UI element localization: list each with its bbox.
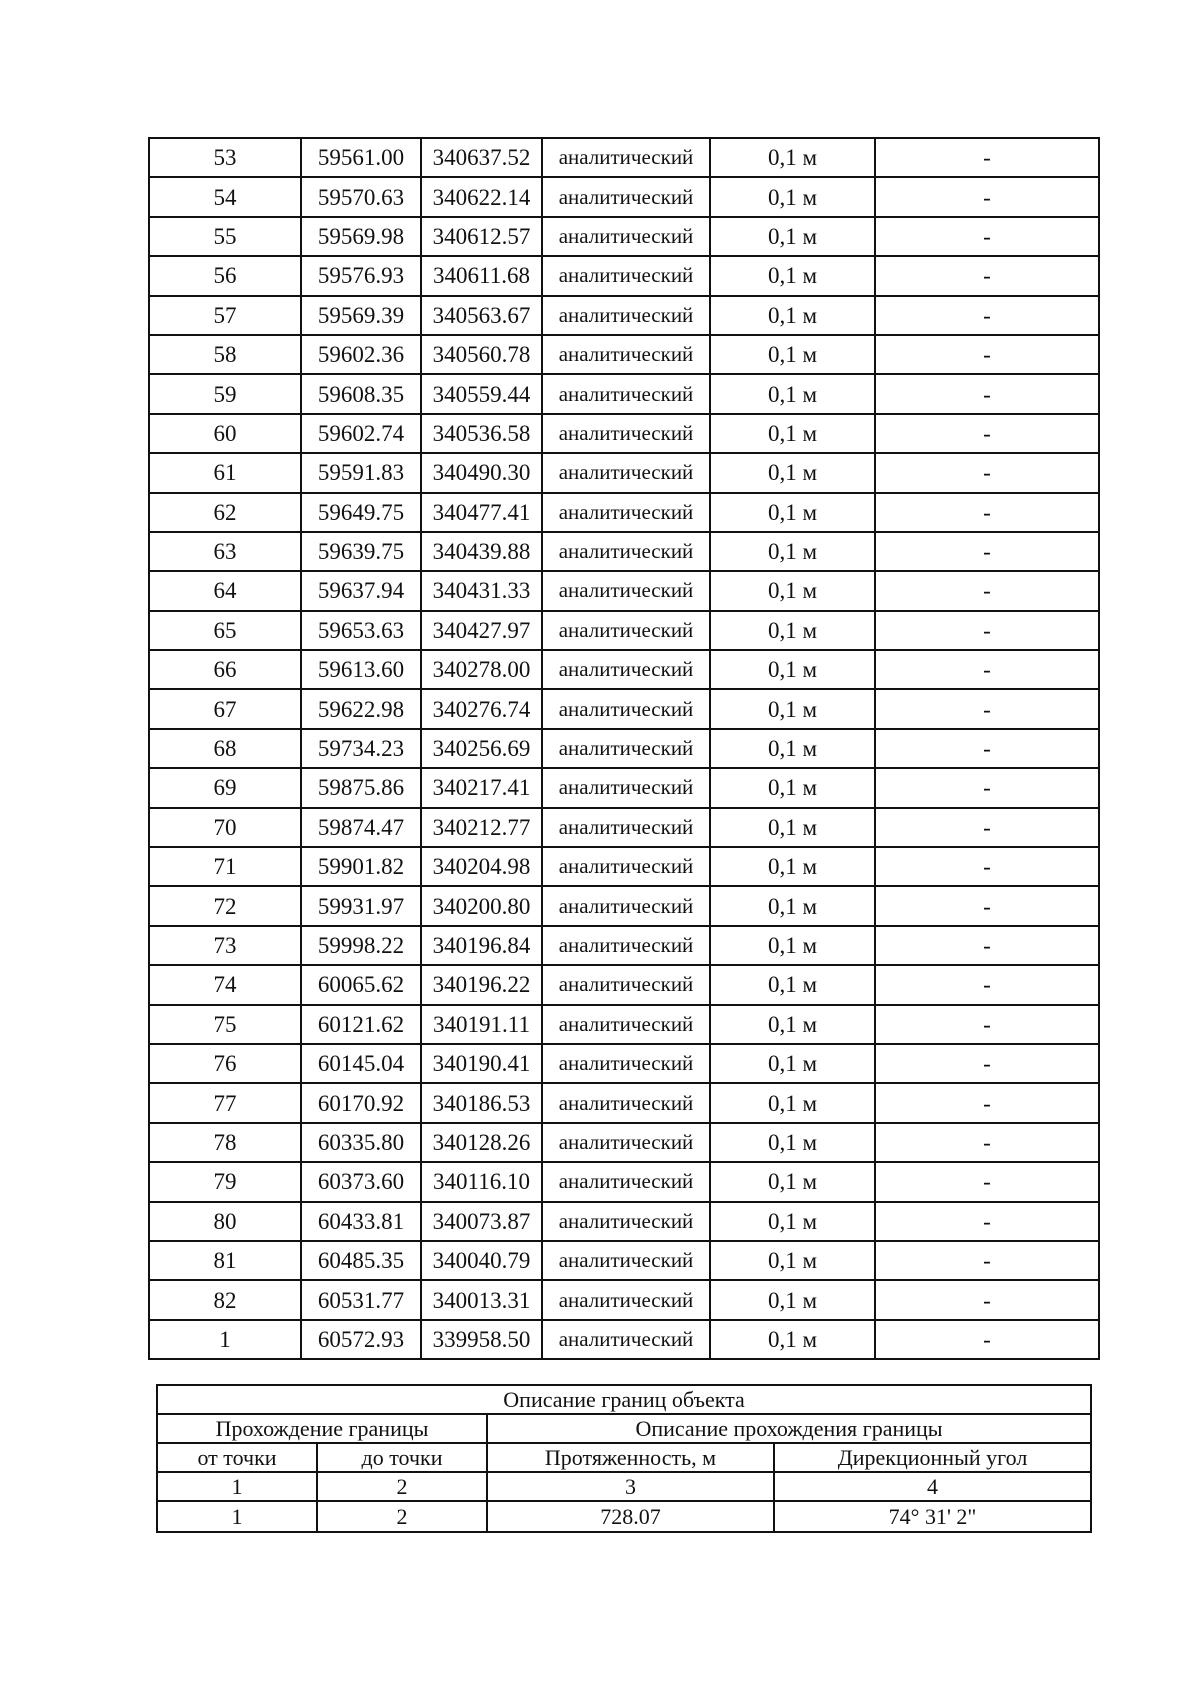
table-row <box>149 256 1099 295</box>
point-number: 81 <box>149 1241 301 1280</box>
point-number: 74 <box>149 965 301 1004</box>
x-coordinate: 59608.35 <box>301 374 421 413</box>
description-value: - <box>875 571 1099 610</box>
method-value: аналитический <box>542 453 710 492</box>
description-value: - <box>875 256 1099 295</box>
description-value: - <box>875 847 1099 886</box>
description-value: - <box>875 1044 1099 1083</box>
x-coordinate: 59874.47 <box>301 808 421 847</box>
method-value: аналитический <box>542 217 710 256</box>
table-row <box>149 886 1099 925</box>
x-coordinate: 59569.39 <box>301 296 421 335</box>
boundary-description-table <box>156 1384 1092 1533</box>
point-number: 63 <box>149 532 301 571</box>
point-number: 59 <box>149 374 301 413</box>
method-value: аналитический <box>542 886 710 925</box>
x-coordinate: 59561.00 <box>301 138 421 177</box>
accuracy-value: 0,1 м <box>710 296 875 335</box>
x-coordinate: 60373.60 <box>301 1162 421 1201</box>
accuracy-value: 0,1 м <box>710 729 875 768</box>
accuracy-value: 0,1 м <box>710 1123 875 1162</box>
method-value: аналитический <box>542 847 710 886</box>
x-coordinate: 59576.93 <box>301 256 421 295</box>
y-coordinate: 340560.78 <box>421 335 542 374</box>
description-value: - <box>875 689 1099 728</box>
accuracy-value: 0,1 м <box>710 611 875 650</box>
table-row <box>149 1083 1099 1122</box>
description-value: - <box>875 808 1099 847</box>
description-title: Описание границ объекта <box>157 1385 1091 1414</box>
y-coordinate: 340278.00 <box>421 650 542 689</box>
method-value: аналитический <box>542 335 710 374</box>
y-coordinate: 340013.31 <box>421 1280 542 1319</box>
description-value: - <box>875 1202 1099 1241</box>
column-number: 1 <box>157 1472 317 1501</box>
table-row <box>149 1123 1099 1162</box>
x-coordinate: 59998.22 <box>301 926 421 965</box>
x-coordinate: 59602.74 <box>301 414 421 453</box>
y-coordinate: 340256.69 <box>421 729 542 768</box>
description-value: - <box>875 886 1099 925</box>
accuracy-value: 0,1 м <box>710 689 875 728</box>
to-point-value: 2 <box>317 1501 487 1532</box>
x-coordinate: 60121.62 <box>301 1005 421 1044</box>
description-numbering-row <box>157 1472 1091 1501</box>
table-row <box>149 1202 1099 1241</box>
accuracy-value: 0,1 м <box>710 453 875 492</box>
x-coordinate: 59602.36 <box>301 335 421 374</box>
method-value: аналитический <box>542 1123 710 1162</box>
column-number: 4 <box>774 1472 1091 1501</box>
point-number: 53 <box>149 138 301 177</box>
method-value: аналитический <box>542 571 710 610</box>
y-coordinate: 340427.97 <box>421 611 542 650</box>
y-coordinate: 340611.68 <box>421 256 542 295</box>
description-data-row <box>157 1501 1091 1532</box>
method-value: аналитический <box>542 1241 710 1280</box>
description-value: - <box>875 493 1099 532</box>
table-row <box>149 335 1099 374</box>
x-coordinate: 60531.77 <box>301 1280 421 1319</box>
point-number: 62 <box>149 493 301 532</box>
description-header-row <box>157 1443 1091 1472</box>
table-row <box>149 729 1099 768</box>
x-coordinate: 59649.75 <box>301 493 421 532</box>
point-number: 66 <box>149 650 301 689</box>
accuracy-value: 0,1 м <box>710 1320 875 1359</box>
table-row <box>149 808 1099 847</box>
table-row <box>149 650 1099 689</box>
method-value: аналитический <box>542 1202 710 1241</box>
accuracy-value: 0,1 м <box>710 650 875 689</box>
accuracy-value: 0,1 м <box>710 138 875 177</box>
point-number: 73 <box>149 926 301 965</box>
method-value: аналитический <box>542 138 710 177</box>
table-row <box>149 414 1099 453</box>
point-number: 82 <box>149 1280 301 1319</box>
accuracy-value: 0,1 м <box>710 768 875 807</box>
method-value: аналитический <box>542 493 710 532</box>
method-value: аналитический <box>542 926 710 965</box>
y-coordinate: 340563.67 <box>421 296 542 335</box>
point-number: 80 <box>149 1202 301 1241</box>
accuracy-value: 0,1 м <box>710 965 875 1004</box>
accuracy-value: 0,1 м <box>710 1162 875 1201</box>
method-value: аналитический <box>542 689 710 728</box>
method-value: аналитический <box>542 532 710 571</box>
point-number: 77 <box>149 1083 301 1122</box>
method-value: аналитический <box>542 1280 710 1319</box>
y-coordinate: 340073.87 <box>421 1202 542 1241</box>
description-value: - <box>875 1280 1099 1319</box>
accuracy-value: 0,1 м <box>710 808 875 847</box>
table-row <box>149 217 1099 256</box>
x-coordinate: 59653.63 <box>301 611 421 650</box>
x-coordinate: 59591.83 <box>301 453 421 492</box>
y-coordinate: 339958.50 <box>421 1320 542 1359</box>
accuracy-value: 0,1 м <box>710 1044 875 1083</box>
method-value: аналитический <box>542 729 710 768</box>
direction-angle-value: 74° 31' 2" <box>774 1501 1091 1532</box>
description-value: - <box>875 453 1099 492</box>
group-header-description: Описание прохождения границы <box>487 1414 1091 1443</box>
y-coordinate: 340196.84 <box>421 926 542 965</box>
description-value: - <box>875 296 1099 335</box>
x-coordinate: 59901.82 <box>301 847 421 886</box>
point-number: 68 <box>149 729 301 768</box>
from-point-value: 1 <box>157 1501 317 1532</box>
header-from-point: от точки <box>157 1443 317 1472</box>
y-coordinate: 340128.26 <box>421 1123 542 1162</box>
description-value: - <box>875 138 1099 177</box>
y-coordinate: 340477.41 <box>421 493 542 532</box>
x-coordinate: 60433.81 <box>301 1202 421 1241</box>
point-number: 72 <box>149 886 301 925</box>
x-coordinate: 59639.75 <box>301 532 421 571</box>
description-value: - <box>875 926 1099 965</box>
x-coordinate: 59622.98 <box>301 689 421 728</box>
y-coordinate: 340204.98 <box>421 847 542 886</box>
y-coordinate: 340612.57 <box>421 217 542 256</box>
point-number: 71 <box>149 847 301 886</box>
y-coordinate: 340040.79 <box>421 1241 542 1280</box>
table-row <box>149 611 1099 650</box>
y-coordinate: 340116.10 <box>421 1162 542 1201</box>
column-number: 2 <box>317 1472 487 1501</box>
y-coordinate: 340490.30 <box>421 453 542 492</box>
description-value: - <box>875 1123 1099 1162</box>
table-row <box>149 1162 1099 1201</box>
coordinates-table-body <box>149 138 1099 1359</box>
accuracy-value: 0,1 м <box>710 532 875 571</box>
header-length: Протяженность, м <box>487 1443 774 1472</box>
header-direction-angle: Дирекционный угол <box>774 1443 1091 1472</box>
point-number: 69 <box>149 768 301 807</box>
point-number: 76 <box>149 1044 301 1083</box>
description-group-row <box>157 1414 1091 1443</box>
method-value: аналитический <box>542 611 710 650</box>
header-to-point: до точки <box>317 1443 487 1472</box>
description-value: - <box>875 768 1099 807</box>
method-value: аналитический <box>542 650 710 689</box>
description-value: - <box>875 1162 1099 1201</box>
accuracy-value: 0,1 м <box>710 1083 875 1122</box>
description-value: - <box>875 1083 1099 1122</box>
description-value: - <box>875 1005 1099 1044</box>
point-number: 61 <box>149 453 301 492</box>
description-title-row <box>157 1385 1091 1414</box>
method-value: аналитический <box>542 768 710 807</box>
method-value: аналитический <box>542 374 710 413</box>
accuracy-value: 0,1 м <box>710 374 875 413</box>
x-coordinate: 60335.80 <box>301 1123 421 1162</box>
description-value: - <box>875 729 1099 768</box>
method-value: аналитический <box>542 177 710 216</box>
y-coordinate: 340191.11 <box>421 1005 542 1044</box>
y-coordinate: 340622.14 <box>421 177 542 216</box>
x-coordinate: 59931.97 <box>301 886 421 925</box>
y-coordinate: 340431.33 <box>421 571 542 610</box>
coordinates-table <box>148 137 1100 1360</box>
table-row <box>149 374 1099 413</box>
method-value: аналитический <box>542 414 710 453</box>
point-number: 70 <box>149 808 301 847</box>
table-row <box>149 1005 1099 1044</box>
point-number: 56 <box>149 256 301 295</box>
point-number: 1 <box>149 1320 301 1359</box>
y-coordinate: 340196.22 <box>421 965 542 1004</box>
description-value: - <box>875 611 1099 650</box>
method-value: аналитический <box>542 965 710 1004</box>
accuracy-value: 0,1 м <box>710 217 875 256</box>
point-number: 65 <box>149 611 301 650</box>
accuracy-value: 0,1 м <box>710 571 875 610</box>
x-coordinate: 60485.35 <box>301 1241 421 1280</box>
table-row <box>149 768 1099 807</box>
table-row <box>149 1044 1099 1083</box>
x-coordinate: 59570.63 <box>301 177 421 216</box>
point-number: 60 <box>149 414 301 453</box>
x-coordinate: 59875.86 <box>301 768 421 807</box>
table-row <box>149 571 1099 610</box>
y-coordinate: 340190.41 <box>421 1044 542 1083</box>
x-coordinate: 60145.04 <box>301 1044 421 1083</box>
method-value: аналитический <box>542 808 710 847</box>
description-value: - <box>875 217 1099 256</box>
x-coordinate: 60065.62 <box>301 965 421 1004</box>
table-row <box>149 965 1099 1004</box>
point-number: 75 <box>149 1005 301 1044</box>
y-coordinate: 340439.88 <box>421 532 542 571</box>
table-row <box>149 296 1099 335</box>
y-coordinate: 340200.80 <box>421 886 542 925</box>
point-number: 57 <box>149 296 301 335</box>
point-number: 67 <box>149 689 301 728</box>
x-coordinate: 59613.60 <box>301 650 421 689</box>
method-value: аналитический <box>542 296 710 335</box>
accuracy-value: 0,1 м <box>710 256 875 295</box>
method-value: аналитический <box>542 256 710 295</box>
accuracy-value: 0,1 м <box>710 926 875 965</box>
x-coordinate: 60170.92 <box>301 1083 421 1122</box>
method-value: аналитический <box>542 1320 710 1359</box>
accuracy-value: 0,1 м <box>710 1280 875 1319</box>
point-number: 78 <box>149 1123 301 1162</box>
accuracy-value: 0,1 м <box>710 1241 875 1280</box>
table-row <box>149 847 1099 886</box>
point-number: 54 <box>149 177 301 216</box>
y-coordinate: 340536.58 <box>421 414 542 453</box>
method-value: аналитический <box>542 1083 710 1122</box>
accuracy-value: 0,1 м <box>710 1202 875 1241</box>
table-row <box>149 453 1099 492</box>
table-row <box>149 493 1099 532</box>
point-number: 55 <box>149 217 301 256</box>
table-row <box>149 138 1099 177</box>
y-coordinate: 340186.53 <box>421 1083 542 1122</box>
x-coordinate: 59734.23 <box>301 729 421 768</box>
table-row <box>149 1280 1099 1319</box>
table-row <box>149 532 1099 571</box>
description-value: - <box>875 1320 1099 1359</box>
group-header-passage: Прохождение границы <box>157 1414 487 1443</box>
accuracy-value: 0,1 м <box>710 886 875 925</box>
point-number: 64 <box>149 571 301 610</box>
method-value: аналитический <box>542 1044 710 1083</box>
x-coordinate: 59569.98 <box>301 217 421 256</box>
description-value: - <box>875 650 1099 689</box>
description-value: - <box>875 414 1099 453</box>
accuracy-value: 0,1 м <box>710 493 875 532</box>
table-row <box>149 1320 1099 1359</box>
point-number: 58 <box>149 335 301 374</box>
y-coordinate: 340637.52 <box>421 138 542 177</box>
accuracy-value: 0,1 м <box>710 335 875 374</box>
y-coordinate: 340212.77 <box>421 808 542 847</box>
table-row <box>149 1241 1099 1280</box>
description-value: - <box>875 177 1099 216</box>
column-number: 3 <box>487 1472 774 1501</box>
description-value: - <box>875 965 1099 1004</box>
y-coordinate: 340217.41 <box>421 768 542 807</box>
accuracy-value: 0,1 м <box>710 1005 875 1044</box>
accuracy-value: 0,1 м <box>710 414 875 453</box>
y-coordinate: 340276.74 <box>421 689 542 728</box>
y-coordinate: 340559.44 <box>421 374 542 413</box>
table-row <box>149 689 1099 728</box>
method-value: аналитический <box>542 1005 710 1044</box>
description-value: - <box>875 1241 1099 1280</box>
table-row <box>149 177 1099 216</box>
accuracy-value: 0,1 м <box>710 847 875 886</box>
description-value: - <box>875 532 1099 571</box>
accuracy-value: 0,1 м <box>710 177 875 216</box>
table-row <box>149 926 1099 965</box>
x-coordinate: 59637.94 <box>301 571 421 610</box>
description-value: - <box>875 335 1099 374</box>
method-value: аналитический <box>542 1162 710 1201</box>
x-coordinate: 60572.93 <box>301 1320 421 1359</box>
length-value: 728.07 <box>487 1501 774 1532</box>
point-number: 79 <box>149 1162 301 1201</box>
description-value: - <box>875 374 1099 413</box>
